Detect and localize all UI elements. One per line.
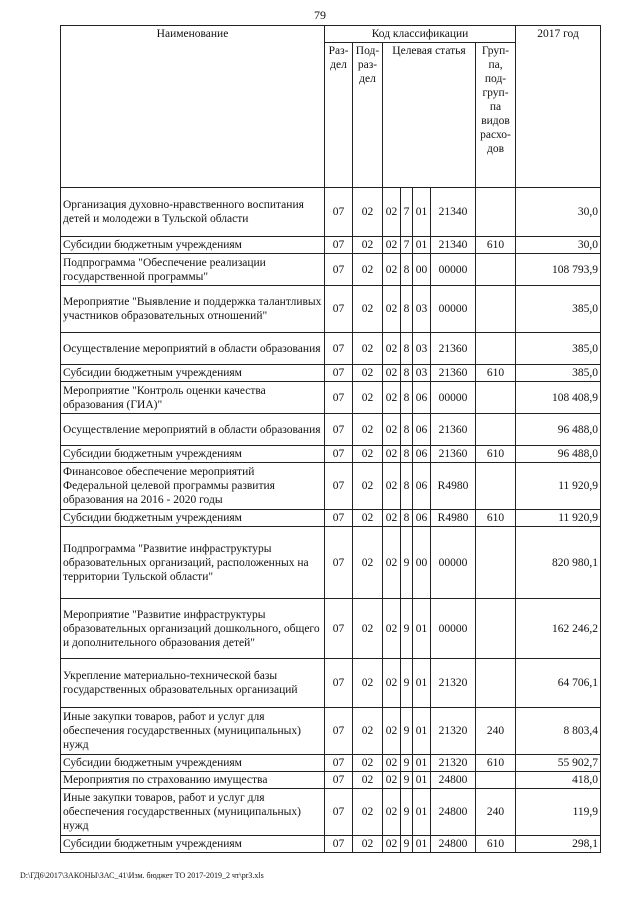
header-group: Груп-па, под-груп-па видов расхо-дов [476,43,516,188]
row-target-program: 02 [383,772,401,789]
row-target-event: 01 [413,188,431,237]
row-razdel: 07 [325,772,353,789]
header-code-group: Код классификации [325,26,516,43]
row-target-subprogram: 8 [401,254,413,286]
row-sum: 108 793,9 [516,254,601,286]
table-row [61,333,601,365]
row-target-subprogram: 8 [401,382,413,414]
row-podrazdel: 02 [353,527,383,599]
row-expense-group: 240 [476,789,516,836]
row-podrazdel: 02 [353,414,383,446]
row-razdel: 07 [325,659,353,708]
row-target-event: 01 [413,836,431,853]
row-sum: 30,0 [516,188,601,237]
row-target-program: 02 [383,188,401,237]
row-podrazdel: 02 [353,789,383,836]
row-sum: 298,1 [516,836,601,853]
table-body [61,188,601,853]
row-name: Организация духовно-нравственного воспитания детей и молодежи в Тульской области [61,188,325,237]
row-expense-group [476,527,516,599]
row-sum: 108 408,9 [516,382,601,414]
row-target-subprogram: 8 [401,286,413,333]
row-target-subprogram: 9 [401,527,413,599]
row-target-subprogram: 9 [401,789,413,836]
row-target-event: 00 [413,254,431,286]
row-expense-group [476,286,516,333]
row-expense-group [476,254,516,286]
row-name: Иные закупки товаров, работ и услуг для обеспечения государственных (муниципальных) нужд [61,708,325,755]
row-expense-group [476,382,516,414]
row-target-subprogram: 8 [401,510,413,527]
row-target-event: 03 [413,286,431,333]
row-podrazdel: 02 [353,836,383,853]
row-target-event: 03 [413,365,431,382]
row-sum: 30,0 [516,237,601,254]
row-target-direction: 21360 [431,365,476,382]
row-podrazdel: 02 [353,446,383,463]
row-sum: 11 920,9 [516,510,601,527]
row-target-program: 02 [383,414,401,446]
row-target-program: 02 [383,333,401,365]
row-name: Мероприятие "Развитие инфраструктуры образовательных организаций дошкольного, общего и дополнительного образования детей" [61,599,325,659]
table-row [61,365,601,382]
row-sum: 820 980,1 [516,527,601,599]
row-target-subprogram: 8 [401,446,413,463]
file-path-footer: D:\ГД6\2017\ЗАКОНЫ\ЗАС_41\Изм. бюджет ТО 2017-2019_2 чт\pr3.xls [20,871,264,880]
row-target-event: 01 [413,659,431,708]
table-row [61,789,601,836]
row-name: Укрепление материально-технической базы государственных образовательных организаций [61,659,325,708]
row-target-direction: R4980 [431,510,476,527]
row-target-event: 06 [413,414,431,446]
row-target-event: 06 [413,463,431,510]
table-row [61,708,601,755]
row-name: Субсидии бюджетным учреждениям [61,365,325,382]
row-razdel: 07 [325,254,353,286]
page-number: 79 [314,8,326,22]
row-podrazdel: 02 [353,254,383,286]
row-podrazdel: 02 [353,772,383,789]
row-target-subprogram: 9 [401,755,413,772]
row-expense-group [476,333,516,365]
row-target-event: 06 [413,510,431,527]
row-name: Осуществление мероприятий в области образования [61,414,325,446]
row-expense-group [476,414,516,446]
row-name: Субсидии бюджетным учреждениям [61,836,325,853]
row-target-direction: 00000 [431,382,476,414]
row-name: Мероприятие "Контроль оценки качества образования (ГИА)" [61,382,325,414]
row-target-direction: 24800 [431,772,476,789]
table-row [61,382,601,414]
budget-table [60,25,601,853]
row-expense-group [476,659,516,708]
row-target-subprogram: 8 [401,414,413,446]
row-sum: 96 488,0 [516,414,601,446]
row-target-program: 02 [383,254,401,286]
row-razdel: 07 [325,463,353,510]
table-row [61,755,601,772]
row-sum: 11 920,9 [516,463,601,510]
row-name: Субсидии бюджетным учреждениям [61,446,325,463]
row-target-subprogram: 9 [401,836,413,853]
row-target-program: 02 [383,510,401,527]
row-target-subprogram: 9 [401,659,413,708]
row-target-event: 01 [413,599,431,659]
row-target-program: 02 [383,237,401,254]
table-row [61,286,601,333]
row-expense-group: 610 [476,755,516,772]
row-target-direction: 00000 [431,286,476,333]
row-target-program: 02 [383,382,401,414]
row-name: Субсидии бюджетным учреждениям [61,510,325,527]
row-target-direction: 24800 [431,836,476,853]
row-podrazdel: 02 [353,382,383,414]
row-target-program: 02 [383,836,401,853]
row-sum: 8 803,4 [516,708,601,755]
row-razdel: 07 [325,755,353,772]
row-target-direction: 21360 [431,446,476,463]
row-name: Иные закупки товаров, работ и услуг для обеспечения государственных (муниципальных) нужд [61,789,325,836]
row-podrazdel: 02 [353,333,383,365]
row-razdel: 07 [325,286,353,333]
row-target-direction: 21360 [431,414,476,446]
row-name: Мероприятие "Выявление и поддержка талантливых участников образовательных отношений" [61,286,325,333]
header-year: 2017 год [516,26,601,188]
row-target-event: 03 [413,333,431,365]
table-row [61,414,601,446]
row-sum: 96 488,0 [516,446,601,463]
header-target: Целевая статья [383,43,476,188]
row-target-subprogram: 9 [401,772,413,789]
row-expense-group: 610 [476,836,516,853]
table-row [61,527,601,599]
row-target-program: 02 [383,446,401,463]
row-target-program: 02 [383,286,401,333]
table-row [61,254,601,286]
row-expense-group: 610 [476,365,516,382]
row-expense-group: 610 [476,237,516,254]
row-target-direction: 00000 [431,254,476,286]
table-row [61,446,601,463]
header-podrazdel: Под-раз-дел [353,43,383,188]
row-expense-group [476,463,516,510]
row-name: Финансовое обеспечение мероприятий Федеральной целевой программы развития образования на 2016 - 2020 годы [61,463,325,510]
row-razdel: 07 [325,333,353,365]
row-target-subprogram: 8 [401,463,413,510]
row-podrazdel: 02 [353,463,383,510]
row-name: Подпрограмма "Развитие инфраструктуры образовательных организаций, расположенных на территории Тульской области" [61,527,325,599]
table-row [61,237,601,254]
row-razdel: 07 [325,414,353,446]
row-sum: 119,9 [516,789,601,836]
row-target-subprogram: 7 [401,188,413,237]
row-name: Субсидии бюджетным учреждениям [61,755,325,772]
row-name: Субсидии бюджетным учреждениям [61,237,325,254]
row-name: Подпрограмма "Обеспечение реализации государственной программы" [61,254,325,286]
row-target-subprogram: 8 [401,333,413,365]
table-row [61,510,601,527]
header-razdel: Раз-дел [325,43,353,188]
row-sum: 385,0 [516,365,601,382]
row-razdel: 07 [325,599,353,659]
row-target-event: 06 [413,382,431,414]
table-row [61,599,601,659]
row-target-direction: 24800 [431,789,476,836]
row-podrazdel: 02 [353,365,383,382]
header-name: Наименование [61,26,325,188]
row-expense-group [476,599,516,659]
row-target-subprogram: 9 [401,599,413,659]
row-razdel: 07 [325,789,353,836]
row-razdel: 07 [325,382,353,414]
row-podrazdel: 02 [353,755,383,772]
row-podrazdel: 02 [353,659,383,708]
row-podrazdel: 02 [353,237,383,254]
table-row [61,772,601,789]
row-razdel: 07 [325,365,353,382]
row-expense-group: 610 [476,446,516,463]
row-sum: 162 246,2 [516,599,601,659]
row-target-subprogram: 9 [401,708,413,755]
row-target-direction: 21320 [431,755,476,772]
row-target-direction: 00000 [431,527,476,599]
row-target-subprogram: 8 [401,365,413,382]
row-podrazdel: 02 [353,188,383,237]
row-target-direction: 00000 [431,599,476,659]
row-target-program: 02 [383,463,401,510]
row-expense-group: 610 [476,510,516,527]
table-row [61,463,601,510]
row-target-program: 02 [383,708,401,755]
row-sum: 55 902,7 [516,755,601,772]
row-razdel: 07 [325,446,353,463]
row-expense-group [476,772,516,789]
row-razdel: 07 [325,237,353,254]
row-target-event: 01 [413,789,431,836]
row-target-event: 06 [413,446,431,463]
row-target-direction: 21340 [431,188,476,237]
row-target-direction: 21340 [431,237,476,254]
row-podrazdel: 02 [353,510,383,527]
row-target-program: 02 [383,659,401,708]
row-target-event: 01 [413,708,431,755]
row-razdel: 07 [325,836,353,853]
row-sum: 418,0 [516,772,601,789]
row-razdel: 07 [325,527,353,599]
row-podrazdel: 02 [353,286,383,333]
row-expense-group [476,188,516,237]
row-target-program: 02 [383,527,401,599]
row-target-event: 01 [413,755,431,772]
row-name: Мероприятия по страхованию имущества [61,772,325,789]
row-podrazdel: 02 [353,599,383,659]
row-sum: 385,0 [516,286,601,333]
table-row [61,188,601,237]
table-row [61,659,601,708]
row-name: Осуществление мероприятий в области образования [61,333,325,365]
row-target-direction: R4980 [431,463,476,510]
row-target-event: 00 [413,527,431,599]
row-target-event: 01 [413,237,431,254]
row-podrazdel: 02 [353,708,383,755]
row-target-event: 01 [413,772,431,789]
row-sum: 385,0 [516,333,601,365]
row-target-direction: 21360 [431,333,476,365]
row-razdel: 07 [325,510,353,527]
row-razdel: 07 [325,708,353,755]
row-target-program: 02 [383,599,401,659]
row-target-direction: 21320 [431,708,476,755]
row-razdel: 07 [325,188,353,237]
row-target-program: 02 [383,755,401,772]
row-target-program: 02 [383,365,401,382]
row-target-direction: 21320 [431,659,476,708]
table-row [61,836,601,853]
row-target-subprogram: 7 [401,237,413,254]
row-expense-group: 240 [476,708,516,755]
row-target-program: 02 [383,789,401,836]
row-sum: 64 706,1 [516,659,601,708]
